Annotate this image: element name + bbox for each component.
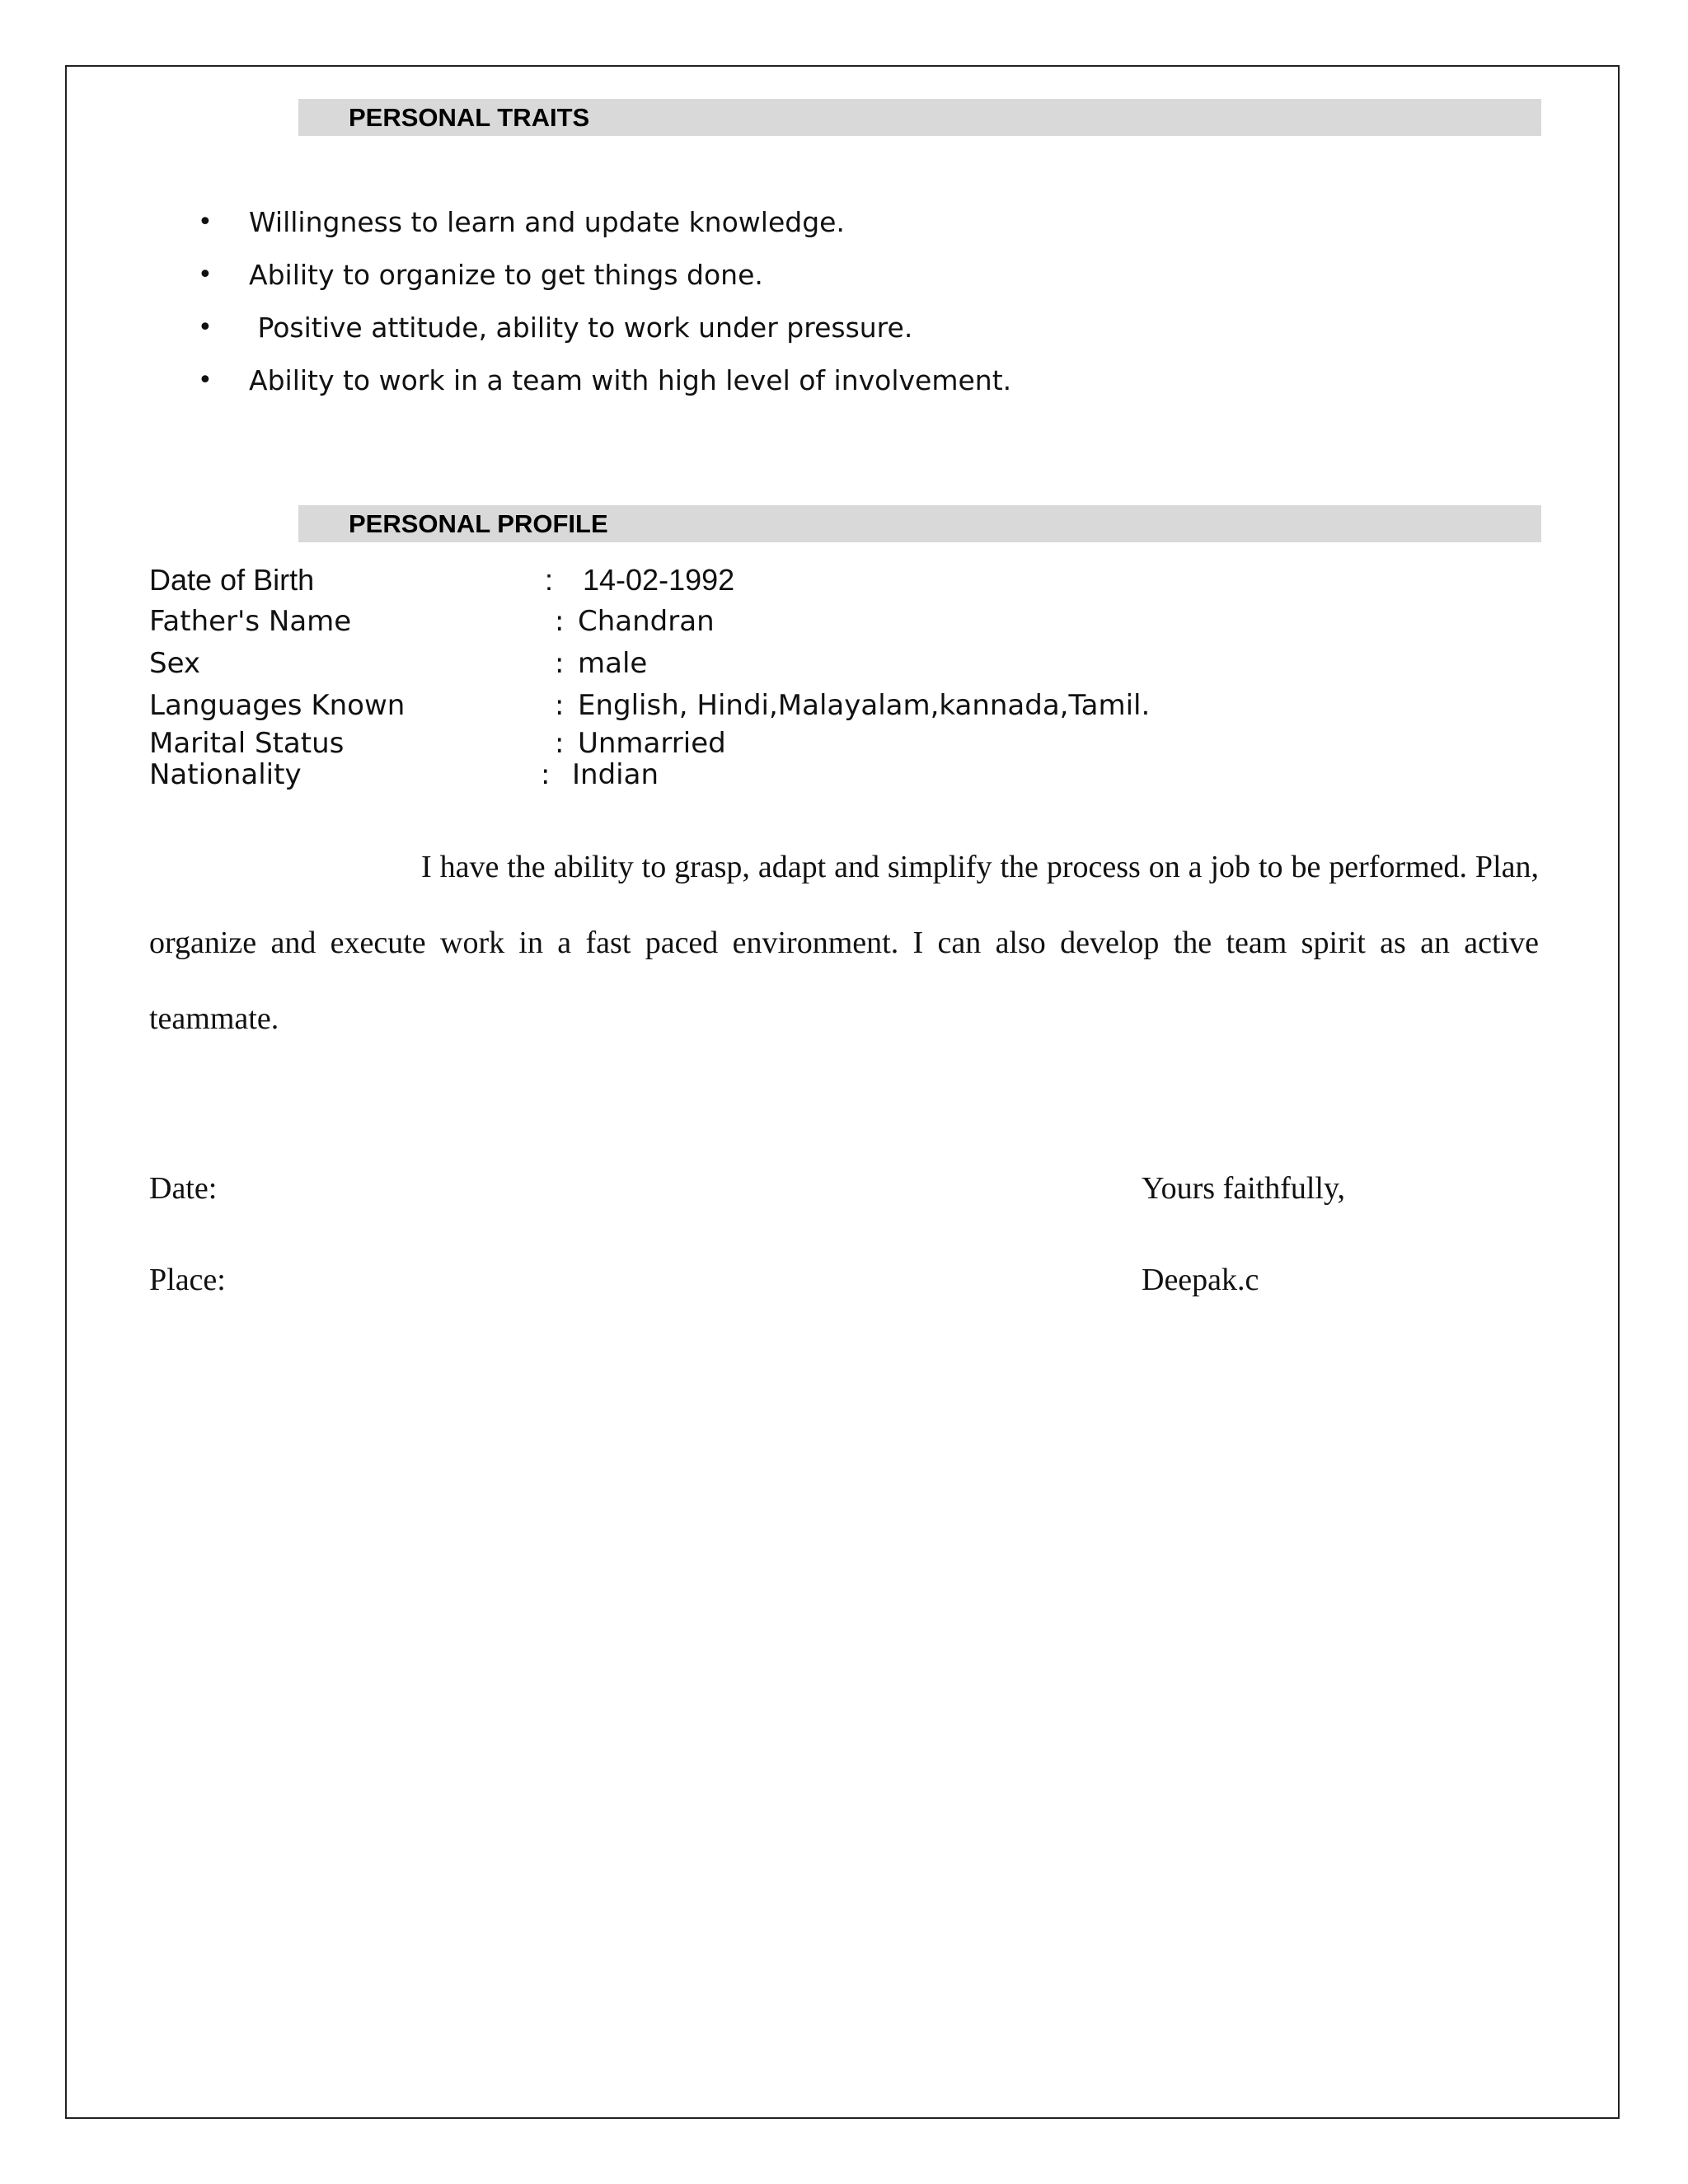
profile-value: Indian (572, 758, 659, 791)
profile-separator: : (555, 605, 565, 638)
bullet-icon: • (198, 260, 213, 289)
profile-row-date-of-birth (149, 559, 1550, 601)
section-header-personal-profile (298, 505, 1541, 542)
profile-separator: : (545, 563, 554, 597)
list-item (198, 202, 1517, 255)
section-header-personal-traits (298, 99, 1541, 136)
trait-text: Ability to organize to get things done. (249, 259, 763, 291)
section-title: PERSONAL PROFILE (349, 509, 608, 538)
bullet-icon: • (198, 366, 213, 395)
profile-value: English, Hindi,Malayalam,kannada,Tamil. (578, 689, 1151, 722)
bullet-icon: • (198, 313, 213, 342)
profile-separator: : (541, 758, 551, 791)
profile-label: Nationality (149, 758, 302, 791)
profile-label: Languages Known (149, 689, 406, 722)
profile-value: Unmarried (578, 727, 726, 760)
trait-text: Willingness to learn and update knowledge. (249, 206, 845, 238)
profile-value: male (578, 647, 648, 680)
profile-row-fathers-name (149, 601, 1550, 643)
list-item (198, 307, 1517, 360)
profile-value: Chandran (578, 605, 715, 638)
profile-separator: : (555, 727, 565, 760)
profile-row-marital-status (149, 727, 1550, 760)
date-label: Date: (149, 1171, 218, 1206)
personal-profile-table (149, 559, 1550, 790)
trait-text: Positive attitude, ability to work under pressure. (249, 312, 913, 344)
list-item (198, 255, 1517, 307)
self-statement-paragraph (149, 829, 1539, 1057)
profile-label: Date of Birth (149, 563, 315, 597)
profile-label: Sex (149, 647, 201, 680)
closing-salutation: Yours faithfully, (1142, 1171, 1346, 1206)
profile-row-languages-known (149, 685, 1550, 727)
self-statement-text: I have the ability to grasp, adapt and simplify the process on a job to be performed. Plan, organize and execute work in a fast paced environment. I can also develop the team spirit as an active teammate. (149, 850, 1539, 1036)
bullet-icon: • (198, 208, 213, 237)
trait-text: Ability to work in a team with high level of involvement. (249, 364, 1012, 396)
profile-label: Father's Name (149, 605, 352, 638)
profile-value: 14-02-1992 (583, 563, 735, 597)
profile-row-sex (149, 643, 1550, 685)
place-label: Place: (149, 1263, 226, 1297)
signature-name: Deepak.c (1142, 1263, 1259, 1297)
profile-label: Marital Status (149, 727, 345, 760)
section-title: PERSONAL TRAITS (349, 103, 590, 132)
profile-separator: : (555, 689, 565, 722)
profile-row-nationality (149, 760, 1550, 790)
profile-separator: : (555, 647, 565, 680)
list-item (198, 360, 1517, 413)
traits-list (198, 202, 1517, 413)
